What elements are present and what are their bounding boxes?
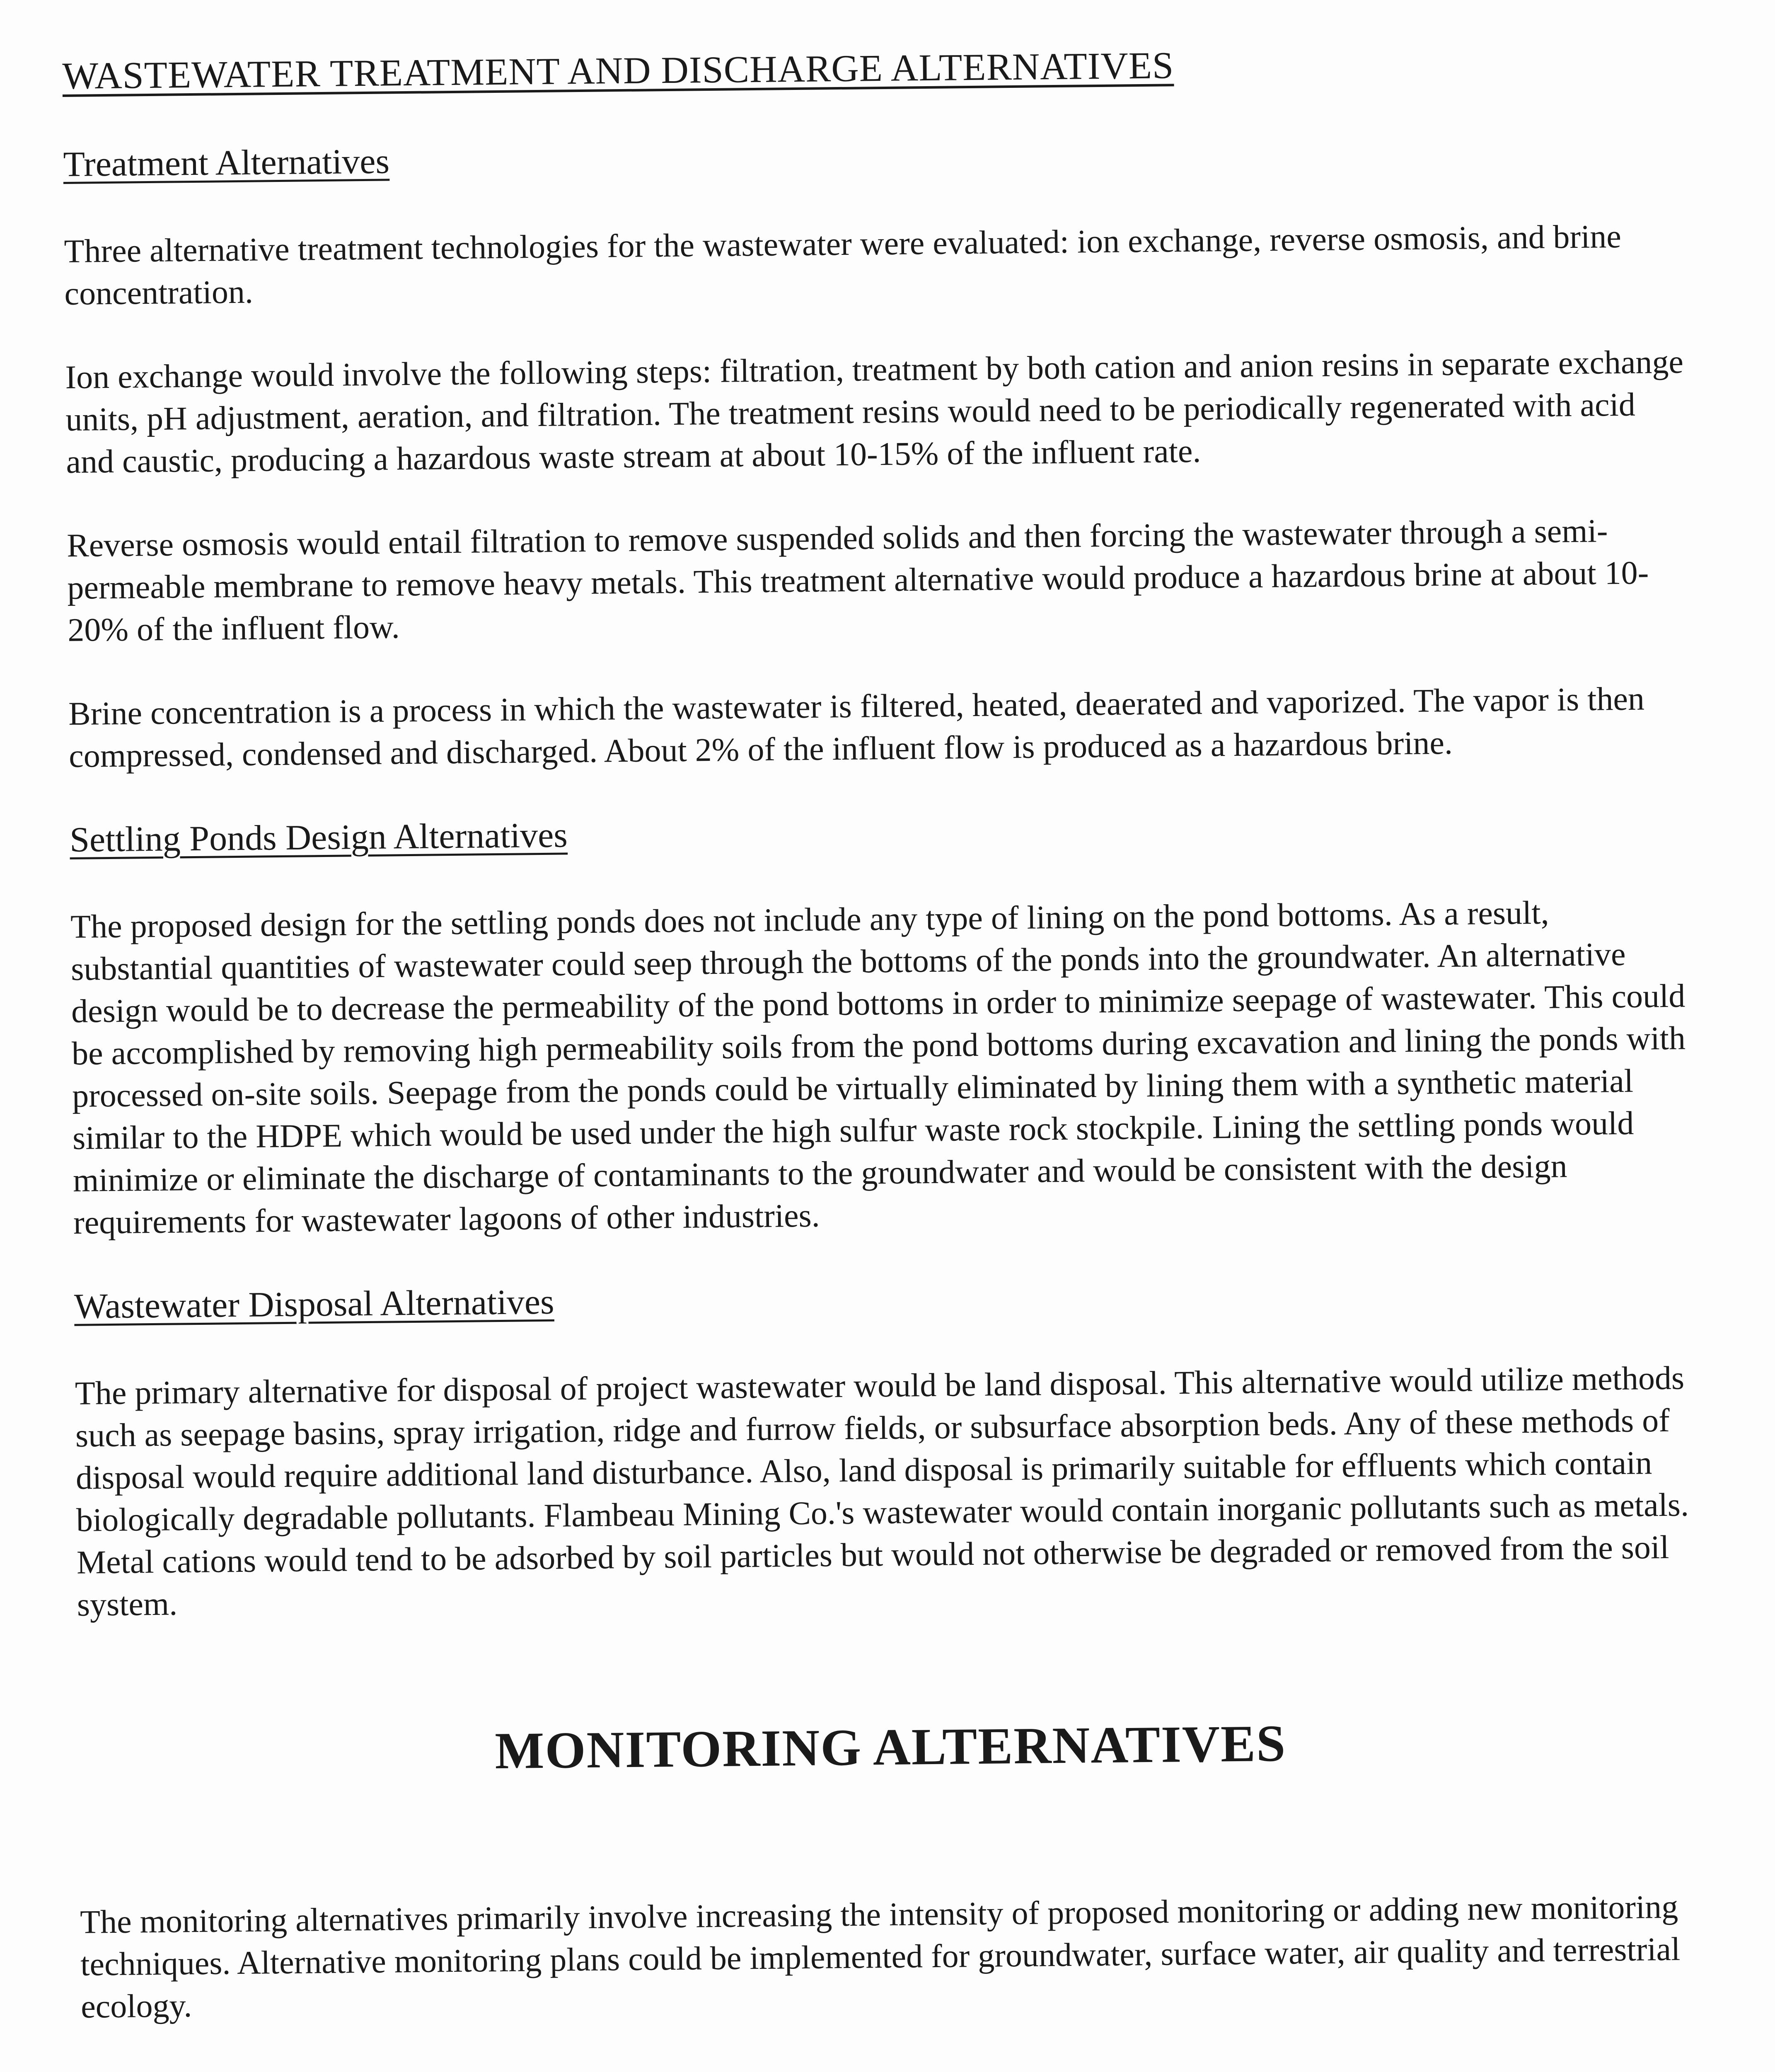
wastewater-disposal-paragraph: The primary alternative for disposal of project wastewater would be land disposal. This alternative would utilize methods such as seepage basins, spray irrigation, ridge and furrow fields, or subsurface absorption beds. Any of these methods of disposal would require additional land disturbance. Also, land disposal is primarily suitable for effluents which contain biologically degradable pollutants. Flambeau Mining Co.'s wastewater would contain inorganic pollutants such as metals. Metal cations would tend to be adsorbed by soil particles but would not otherwise be degraded or removed from the soil system. (75, 1360, 1689, 1623)
settling-ponds-paragraph: The proposed design for the settling ponds does not include any type of lining on the pond bottoms. As a result, substantial quantities of wastewater could seep through the bottoms of the ponds into the groundwater. An alternative design would be to decrease the permeability of the pond bottoms in order to minimize seepage of wastewater. This could be accomplished by removing high permeability soils from the pond bottoms during excavation and lining the ponds with processed on-site soils. Seepage from the ponds could be virtually eliminated by lining them with a synthetic material similar to the HDPE which would be used under the high sulfur waste rock stockpile. Lining the settling ponds would minimize or eliminate the discharge of contaminants to the groundwater and would be consistent with the design requirements for wastewater lagoons of other industries. (70, 894, 1686, 1241)
page-content (62, 38, 1706, 2069)
settling-ponds-heading: Settling Ponds Design Alternatives (69, 815, 568, 859)
monitoring-paragraph: The monitoring alternatives primarily involve increasing the intensity of proposed monitoring or adding new monitoring techniques. Alternative monitoring plans could be implemented for groundwater, surface water, air quality and terrestrial ecology. (80, 1888, 1681, 2025)
wastewater-disposal-heading: Wastewater Disposal Alternatives (74, 1281, 554, 1326)
treatment-paragraph-4: Brine concentration is a process in which the wastewater is filtered, heated, deaerated and vaporized. The vapor is then compressed, condensed and discharged. About 2% of the influent flow is produced as a hazardous brine. (68, 680, 1645, 775)
treatment-alternatives-heading: Treatment Alternatives (63, 141, 390, 184)
main-heading: WASTEWATER TREATMENT AND DISCHARGE ALTERNATIVES (62, 44, 1174, 97)
treatment-paragraph-3: Reverse osmosis would entail filtration to remove suspended solids and then forcing the wastewater through a semi-permeable membrane to remove heavy metals. This treatment alternative would produce a hazardous brine at about 10-20% of the influent flow. (66, 513, 1649, 649)
treatment-paragraph-1: Three alternative treatment technologies for the wastewater were evaluated: ion exchange, reverse osmosis, and brine concentration. (64, 218, 1622, 312)
monitoring-alternatives-heading: MONITORING ALTERNATIVES (494, 1714, 1287, 1780)
treatment-paragraph-2: Ion exchange would involve the following steps: filtration, treatment by both cation and anion resins in separate exchange units, pH adjustment, aeration, and filtration. The treatment resins would need to be periodically regenerated with acid and caustic, producing a hazardous waste stream at about 10-15% of the influent rate. (65, 344, 1684, 480)
